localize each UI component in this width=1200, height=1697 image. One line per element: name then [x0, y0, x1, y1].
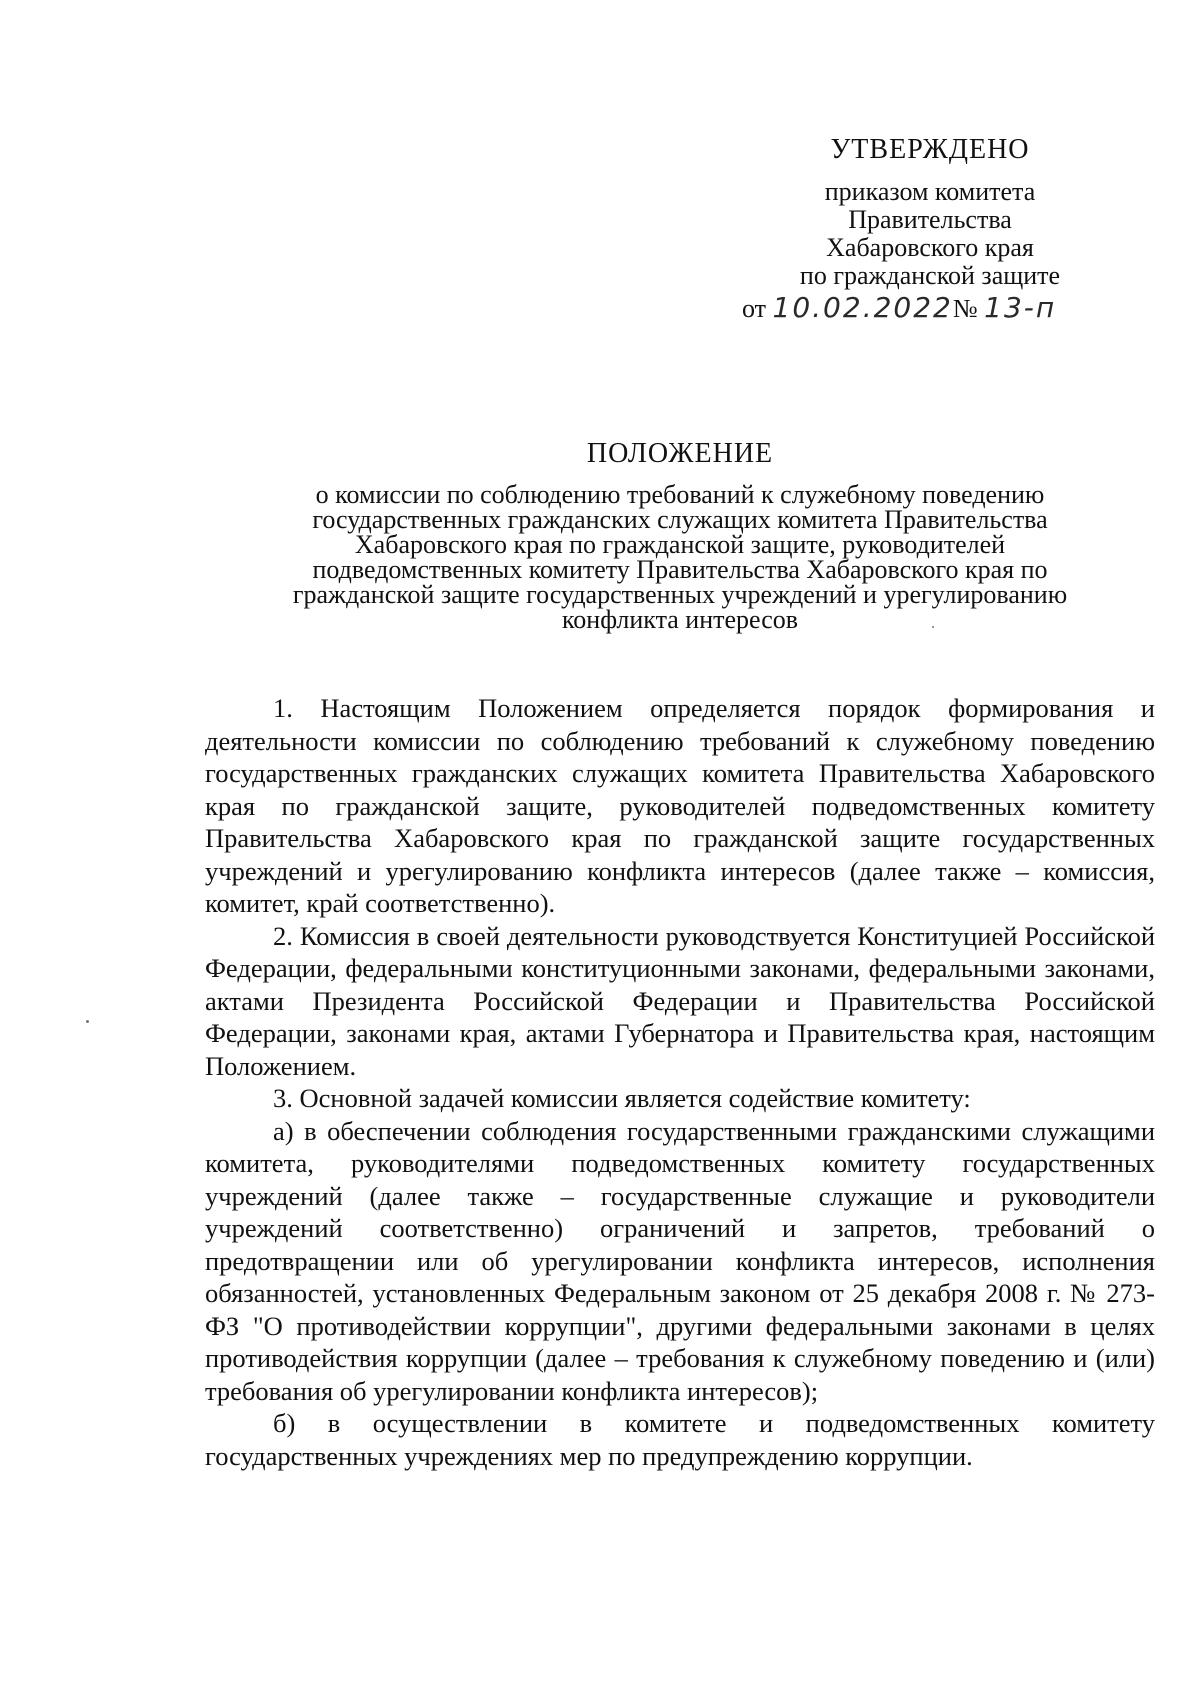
handwritten-date: 10.02.2022 — [772, 291, 953, 324]
approval-line: приказом комитета — [824, 177, 1036, 206]
title-block — [240, 438, 1120, 632]
date-prefix: от — [742, 294, 767, 323]
subtitle-line: подведомственных комитету Правительства Хабаровского края по — [312, 555, 1048, 584]
approval-line: Правительства — [848, 205, 1012, 234]
approval-line: по гражданской защите — [799, 261, 1061, 290]
subtitle-line: гражданской защите государственных учреждений и урегулированию — [292, 580, 1068, 609]
approval-line: Хабаровского края — [826, 233, 1034, 262]
scan-speck — [932, 626, 934, 628]
document-subtitle — [240, 482, 1120, 632]
number-prefix: № — [952, 294, 978, 323]
subtitle-line: Хабаровского края по гражданской защите, руководителей — [354, 530, 1006, 559]
document-body — [205, 692, 1155, 1472]
paragraph-3b: б) в осуществлении в комитете и подведомственных комитету государственных учреждениях мер по предупреждению коррупции. — [205, 1408, 1155, 1471]
subtitle-line: конфликта интересов — [561, 605, 799, 634]
paragraph-3: 3. Основной задачей комиссии является содействие комитету: — [273, 1083, 971, 1113]
paragraph-3a: а) в обеспечении соблюдения государственными гражданскими служащими комитета, руководителями подведомственных комитету государственных учреждений (далее также – государственные служащие и руководители учреждений соответственно) ограничений и запретов, требований о предотвращении или об урегулировании конфликта интересов, исполнения обязанностей, установленных Федеральным законом от 25 декабря 2008 г. № 273-ФЗ "О противодействии коррупции", другими федеральными законами в целях противодействия коррупции (далее – требования к служебному поведению и (или) требования об урегулировании конфликта интересов); — [205, 1115, 1155, 1406]
approval-stamp-block — [742, 134, 1100, 324]
paragraph-1: 1. Настоящим Положением определяется порядок формирования и деятельности комиссии по соблюдению требований к служебному поведению государственных гражданских служащих комитета Правительства Хабаровского края по гражданской защите, руководителей подведомственных комитету Правительства Хабаровского края по гражданской защите государственных учреждений и урегулированию конфликта интересов (далее также – комиссия, комитет, край соответственно). — [205, 693, 1155, 918]
document-title: ПОЛОЖЕНИЕ — [586, 438, 774, 469]
paragraph-2: 2. Комиссия в своей деятельности руководствуется Конституцией Российской Федерации, федеральными конституционными законами, федеральными законами, актами Президента Российской Федерации и Правительства Российской Федерации, законами края, актами Губернатора и Правительства края, настоящим Положением. — [205, 920, 1155, 1081]
handwritten-number: 13-п — [984, 291, 1057, 324]
scan-speck — [86, 1020, 89, 1023]
subtitle-line: государственных гражданских служащих комитета Правительства — [312, 505, 1048, 534]
approval-date-line — [742, 291, 1082, 324]
approval-heading: УТВЕРЖДЕНО — [830, 134, 1030, 165]
subtitle-line: о комиссии по соблюдению требований к служебному поведению — [315, 480, 1045, 509]
